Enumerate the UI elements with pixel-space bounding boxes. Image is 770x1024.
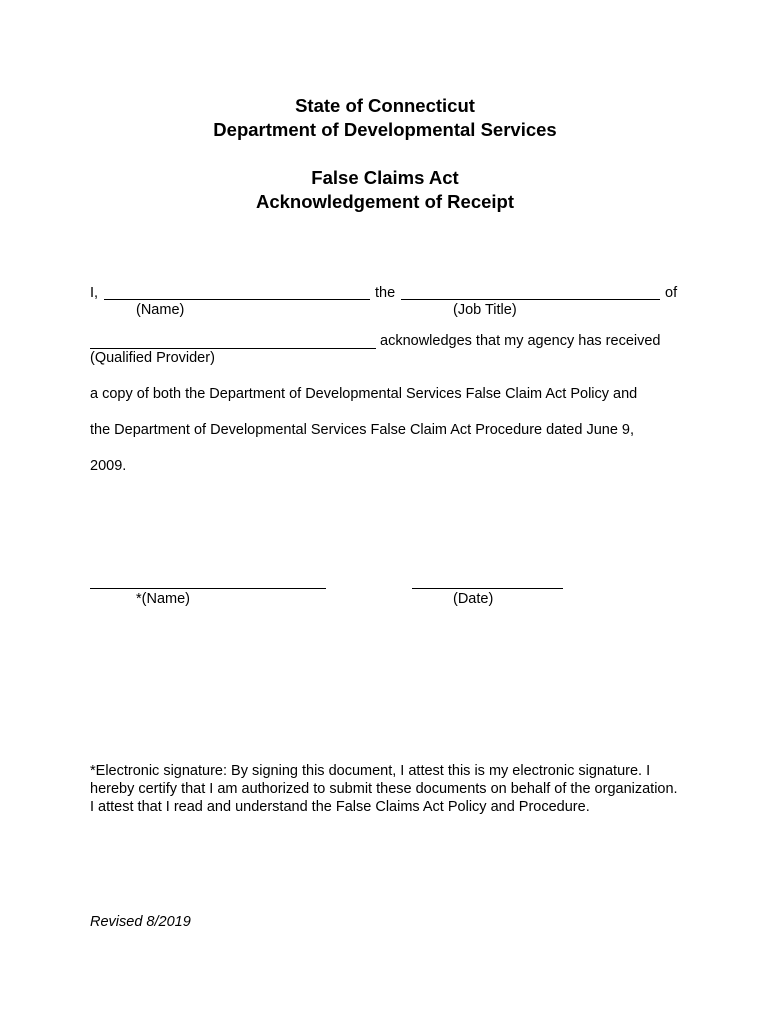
paragraph-line-1: a copy of both the Department of Developmental Services False Claim Act Policy and [90, 386, 638, 402]
signature-name-line[interactable] [90, 588, 326, 589]
row1-prefix: I, [90, 285, 99, 301]
header-subtitle: Acknowledgement of Receipt [255, 191, 514, 212]
job-title-field-line[interactable] [401, 299, 660, 300]
job-title-caption: (Job Title) [453, 302, 517, 318]
name-field-line[interactable] [104, 299, 370, 300]
revised-date: Revised 8/2019 [90, 914, 191, 930]
row1-middle: the [375, 285, 396, 301]
qualified-provider-caption: (Qualified Provider) [90, 350, 215, 366]
header-state: State of Connecticut [295, 95, 475, 116]
signature-name-caption: *(Name) [136, 591, 190, 607]
paragraph-line-2: the Department of Developmental Services False Claim Act Procedure dated June 9, [90, 422, 635, 438]
header-act-title: False Claims Act [311, 167, 459, 188]
name-caption: (Name) [136, 302, 185, 318]
signature-date-line[interactable] [412, 588, 563, 589]
paragraph-line-3: 2009. [90, 458, 127, 474]
header-department: Department of Developmental Services [213, 119, 557, 140]
signature-date-caption: (Date) [453, 591, 494, 607]
row2-text: acknowledges that my agency has received [380, 333, 661, 349]
row1-suffix: of [665, 285, 678, 301]
electronic-signature-note: *Electronic signature: By signing this document, I attest this is my electronic signature. I hereby certify that I am authorized to submit these documents on behalf of the organization. I attest that I read and understand the False Claims Act Policy and Procedure. [90, 763, 678, 815]
